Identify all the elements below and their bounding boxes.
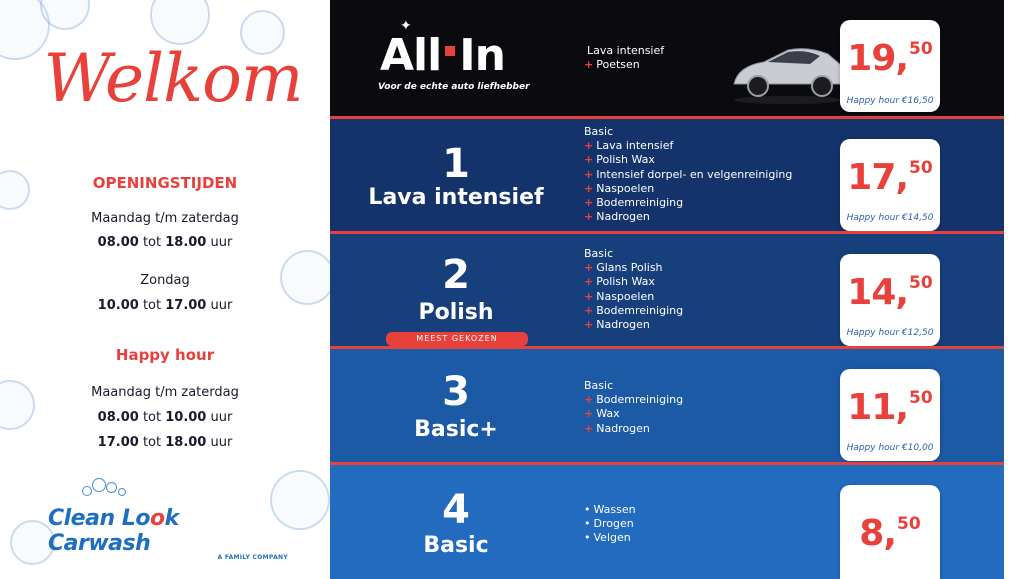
feature-list xyxy=(584,125,792,224)
feature-item: + Naspoelen xyxy=(584,289,655,303)
time-close: 17.00 xyxy=(165,298,207,313)
feature-item: + Intensief dorpel- en velgenreiniging xyxy=(584,167,793,181)
happy-hour-slot-1 xyxy=(0,410,330,425)
price-card xyxy=(840,369,940,461)
time-close: 10.00 xyxy=(165,410,207,425)
time-close: 18.00 xyxy=(165,235,207,250)
package-row-basic-plus[interactable] xyxy=(330,349,1004,462)
price-card xyxy=(840,20,940,112)
feature-item: + Naspoelen xyxy=(584,181,655,195)
price: 14,50 xyxy=(847,272,933,313)
time-open: 17.00 xyxy=(97,435,139,450)
price-card xyxy=(840,139,940,231)
sunday-hours xyxy=(0,298,330,313)
logo-wordmark: Clean Look Carwash xyxy=(48,506,179,556)
feature-item: + Poetsen xyxy=(584,58,640,72)
feature-item: + Nadrogen xyxy=(584,421,650,435)
package-number: 1 xyxy=(442,141,470,187)
price: 17,50 xyxy=(847,157,933,198)
package-name: Basic+ xyxy=(414,417,498,442)
feature-item: Basic xyxy=(584,379,614,392)
feature-item: + Polish Wax xyxy=(584,153,655,167)
time-open: 10.00 xyxy=(97,298,139,313)
feature-list xyxy=(584,44,664,72)
package-number: 3 xyxy=(442,369,470,415)
time-tot: tot xyxy=(142,410,162,425)
package-name: Lava intensief xyxy=(368,185,544,210)
info-panel xyxy=(0,0,330,579)
feature-list xyxy=(584,247,683,332)
most-chosen-badge: MEEST GEKOZEN xyxy=(386,332,528,346)
package-number: 4 xyxy=(442,487,470,533)
feature-list xyxy=(584,503,636,546)
time-open: 08.00 xyxy=(97,235,139,250)
price: 11,50 xyxy=(847,387,933,428)
feature-item: + Bodemreiniging xyxy=(584,393,684,407)
feature-list xyxy=(584,379,683,436)
weekday-hours xyxy=(0,235,330,250)
weekday-label: Maandag t/m zaterdag xyxy=(91,211,239,226)
package-row-basic[interactable] xyxy=(330,465,1004,579)
feature-item: • Velgen xyxy=(584,531,631,545)
feature-item: + Lava intensief xyxy=(584,139,674,153)
feature-item: + Bodemreiniging xyxy=(584,196,684,210)
time-uur: uur xyxy=(210,410,233,425)
feature-item: + Wax xyxy=(584,407,620,421)
package-name: Basic xyxy=(423,533,489,558)
sparkle-icon: ✦ xyxy=(400,18,412,34)
opening-hours-title: OPENINGSTIJDEN xyxy=(92,174,238,192)
time-uur: uur xyxy=(210,435,233,450)
bubble-decoration xyxy=(150,0,210,45)
happy-hour-days: Maandag t/m zaterdag xyxy=(91,385,239,400)
feature-item: + Polish Wax xyxy=(584,275,655,289)
sunday-label: Zondag xyxy=(140,273,190,288)
happy-hour-slot-2 xyxy=(0,435,330,450)
price-list xyxy=(330,0,1004,579)
feature-item: Basic xyxy=(584,247,614,260)
time-uur: uur xyxy=(210,235,233,250)
happy-hour-price: Happy hour €10,00 xyxy=(846,443,934,453)
feature-item: + Glans Polish xyxy=(584,261,663,275)
right-margin xyxy=(1004,0,1024,579)
time-open: 08.00 xyxy=(97,410,139,425)
time-uur: uur xyxy=(210,298,233,313)
feature-item: + Nadrogen xyxy=(584,210,650,224)
brand-logo xyxy=(48,484,288,561)
package-number: 2 xyxy=(442,252,470,298)
happy-hour-price: Happy hour €12,50 xyxy=(846,328,934,338)
price-card xyxy=(840,485,940,579)
package-name: Polish xyxy=(418,300,494,325)
package-row-polish[interactable] xyxy=(330,234,1004,346)
time-tot: tot xyxy=(142,235,162,250)
all-in-subtitle: Voor de echte auto liefhebber xyxy=(378,82,530,92)
time-tot: tot xyxy=(142,298,162,313)
happy-hour-title: Happy hour xyxy=(115,346,215,364)
feature-item: • Wassen xyxy=(584,503,636,516)
logo-tagline: A FAMILY COMPANY xyxy=(217,554,288,561)
welcome-title: Welkom xyxy=(43,40,303,117)
sports-car-icon xyxy=(728,36,848,106)
price: 8,50 xyxy=(859,513,921,554)
package-row-lava-intensief[interactable] xyxy=(330,119,1004,231)
price: 19,50 xyxy=(847,38,933,79)
happy-hour-price: Happy hour €14,50 xyxy=(846,213,934,223)
feature-item: + Nadrogen xyxy=(584,318,650,332)
price-card xyxy=(840,254,940,346)
happy-hour-price: Happy hour €16,50 xyxy=(846,96,934,106)
feature-item: + Bodemreiniging xyxy=(584,303,684,317)
feature-item: Lava intensief xyxy=(587,44,665,57)
all-in-logo: All In xyxy=(380,30,505,81)
time-tot: tot xyxy=(142,435,162,450)
package-row-all-in[interactable] xyxy=(330,0,1004,116)
feature-item: • Drogen xyxy=(584,517,634,531)
feature-item: Basic xyxy=(584,125,614,138)
time-close: 18.00 xyxy=(165,435,207,450)
